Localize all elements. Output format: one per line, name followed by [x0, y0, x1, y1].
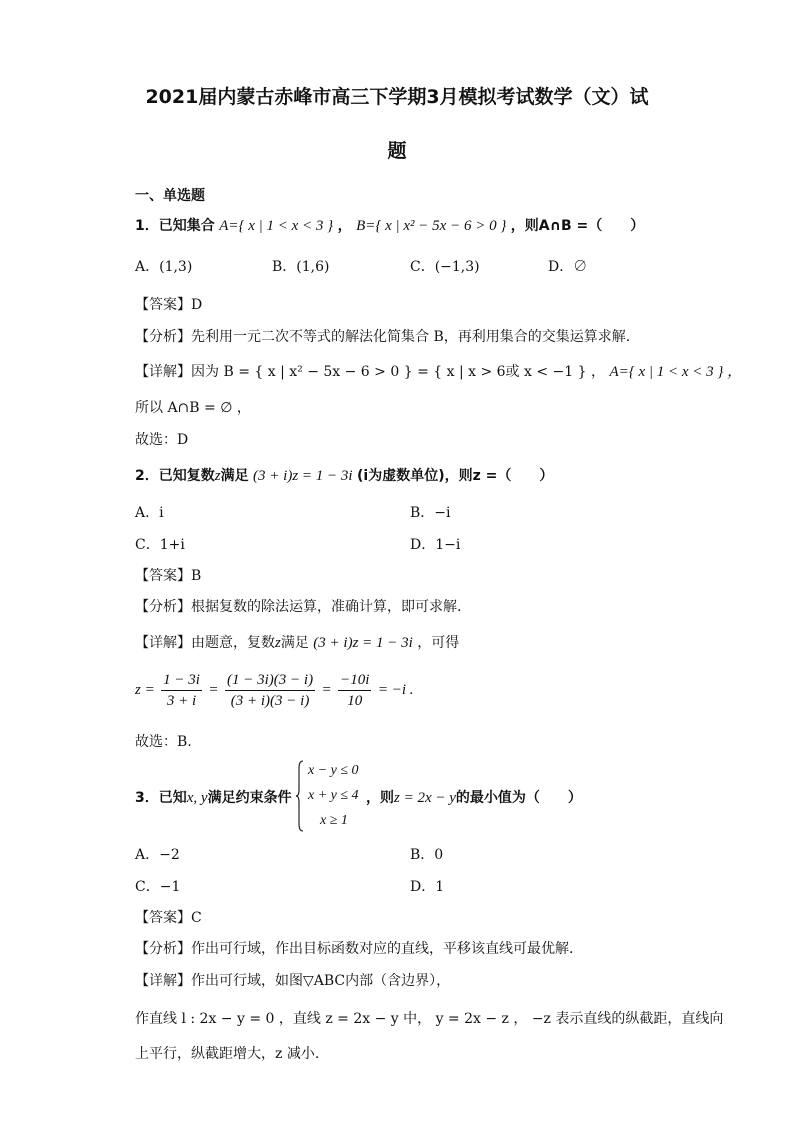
q2-fraction-3 [338, 670, 371, 711]
analysis-label: 【分析】 [135, 941, 191, 957]
q2-detail [135, 632, 459, 654]
q3-constraint-system [296, 758, 368, 836]
q1-analysis-text: 先利用一元二次不等式的解法化简集合 B，再利用集合的交集运算求解. [191, 329, 631, 345]
q2-frac2-num: (1 − 3i)(3 − i) [225, 670, 315, 691]
q2-var-z: z [214, 468, 221, 484]
q3-answer-value: C [191, 910, 202, 926]
q2-chosen: 故选：B. [135, 734, 192, 750]
q3-analysis [135, 938, 583, 960]
q2-option-d: D．1−i [410, 537, 461, 553]
q1-option-c: C．(−1,3) [410, 259, 480, 275]
q2-fraction-1 [161, 670, 202, 711]
q1-ask: ，则A∩B =（ ） [510, 218, 645, 234]
q3-answer [135, 907, 202, 929]
title-line-1: 2021届内蒙古赤峰市高三下学期3月模拟考试数学（文）试 [145, 86, 649, 108]
q2-fraction-2 [225, 670, 315, 711]
q3-stem-right [366, 787, 582, 809]
q2-answer-value: B [191, 568, 202, 584]
q3-detail [135, 970, 450, 992]
q3-detail-2: 作直线 l : 2x − y = 0 ，直线 z = 2x − y 中， y = 2x − z ， −z 表示直线的纵截距，直线向 [135, 1011, 724, 1027]
detail-label: 【详解】 [135, 973, 191, 989]
title-line-2: 题 [387, 140, 407, 162]
q3-stem-left [135, 787, 292, 809]
q2-frac1-den: 3 + i [166, 692, 197, 709]
q3-option-b: B．0 [410, 847, 444, 863]
q1-answer [135, 294, 202, 316]
q2-detail-1c: ，可得 [417, 635, 460, 651]
q3-constraint-1: x − y ≤ 0 [308, 763, 359, 778]
analysis-label: 【分析】 [135, 599, 191, 615]
q1-chosen: 故选：D [135, 432, 189, 448]
q3-ask-b: 的最小值为（ ） [455, 790, 582, 806]
q3-target: z = 2x − y [394, 790, 456, 806]
q3-stem-text: 3．已知 [135, 790, 187, 806]
q2-detail-z: z [275, 635, 281, 651]
q2-detail-1: 由题意，复数 [191, 635, 275, 651]
q2-detail-equation: (3 + i)z = 1 − 3i [313, 635, 413, 651]
q3-option-c: C．−1 [135, 879, 181, 895]
q1-analysis [135, 326, 630, 348]
q3-option-d: D．1 [410, 879, 445, 895]
detail-label: 【详解】 [135, 635, 191, 651]
detail-label: 【详解】 [135, 364, 191, 380]
q1-set-b: B={ x | x² − 5x − 6 > 0 } [356, 218, 507, 234]
q2-option-b: B．−i [410, 505, 451, 521]
q2-equation: (3 + i)z = 1 − 3i [253, 468, 353, 484]
section-heading: 一、单选题 [135, 188, 205, 204]
q1-set-a: A={ x | 1 < x < 3 } [219, 218, 334, 234]
q2-analysis [135, 596, 461, 618]
q1-option-b: B．(1,6) [272, 259, 330, 275]
q1-option-d: D．∅ [548, 259, 588, 275]
q2-calc-z: z = [135, 682, 155, 698]
q2-detail-1b: 满足 [280, 635, 309, 651]
q1-detail-1a: 因为 B = { x | x² − 5x − 6 > 0 } = { x | x > 6或 x < −1 } ， [191, 364, 605, 380]
q3-constraint-3: x ≥ 1 [320, 813, 348, 828]
q1-stem-text: 1．已知集合 [135, 218, 215, 234]
left-brace-icon [296, 760, 304, 832]
q2-ask: z =（ ） [472, 468, 554, 484]
q2-note: (i为虚数单位)，则 [357, 468, 473, 484]
document-title [120, 70, 674, 178]
q3-option-a: A．−2 [135, 847, 180, 863]
q3-cond: 满足约束条件 [207, 790, 292, 806]
q1-detail [135, 361, 742, 383]
q3-constraint-2: x + y ≤ 4 [308, 788, 359, 803]
q2-option-c: C．1+i [135, 537, 185, 553]
q2-option-a: A．i [135, 505, 164, 521]
answer-label: 【答案】 [135, 910, 191, 926]
q1-detail-2: 所以 A∩B = ∅ ， [135, 400, 251, 416]
q3-ask-a: ，则 [366, 790, 394, 806]
q2-frac3-den: 10 [347, 692, 363, 709]
q2-cond: 满足 [220, 468, 249, 484]
q2-frac3-num: −10i [338, 670, 371, 691]
q2-calculation: z = $\frac{1 - 3i}{3 + i}$ = $\frac{(1 - 3i)(3 - i)}{(3 + i)(3 - i)}$ = $\frac{-10i}{10}$ = −i . [135, 671, 414, 709]
q2-stem [135, 465, 553, 487]
q2-analysis-text: 根据复数的除法运算，准确计算，即可求解. [191, 599, 462, 615]
q2-calc-end: = −i . [377, 682, 414, 698]
q2-stem-text: 2．已知复数 [135, 468, 215, 484]
q3-detail-1: 作出可行域，如图▽ABC内部（含边界）， [191, 973, 451, 989]
q2-frac1-num: 1 − 3i [161, 670, 202, 691]
q1-stem: 1．已知集合 A={ x | 1 < x < 3 } ， B={ x | x² − 5x − 6 > 0 } ，则A∩B =（ ） [135, 218, 645, 234]
answer-label: 【答案】 [135, 568, 191, 584]
q2-frac2-den: (3 + i)(3 − i) [230, 692, 310, 709]
analysis-label: 【分析】 [135, 329, 191, 345]
q1-option-a: A．(1,3) [135, 259, 193, 275]
q2-answer [135, 565, 201, 587]
q3-vars: x, y [186, 790, 208, 806]
q1-answer-value: D [191, 297, 203, 313]
answer-label: 【答案】 [135, 297, 191, 313]
q3-analysis-text: 作出可行域，作出目标函数对应的直线，平移该直线可最优解． [191, 941, 583, 957]
q1-detail-1b: A={ x | 1 < x < 3 } ， [609, 364, 743, 380]
q3-detail-3: 上平行，纵截距增大，z 减小. [135, 1046, 320, 1062]
